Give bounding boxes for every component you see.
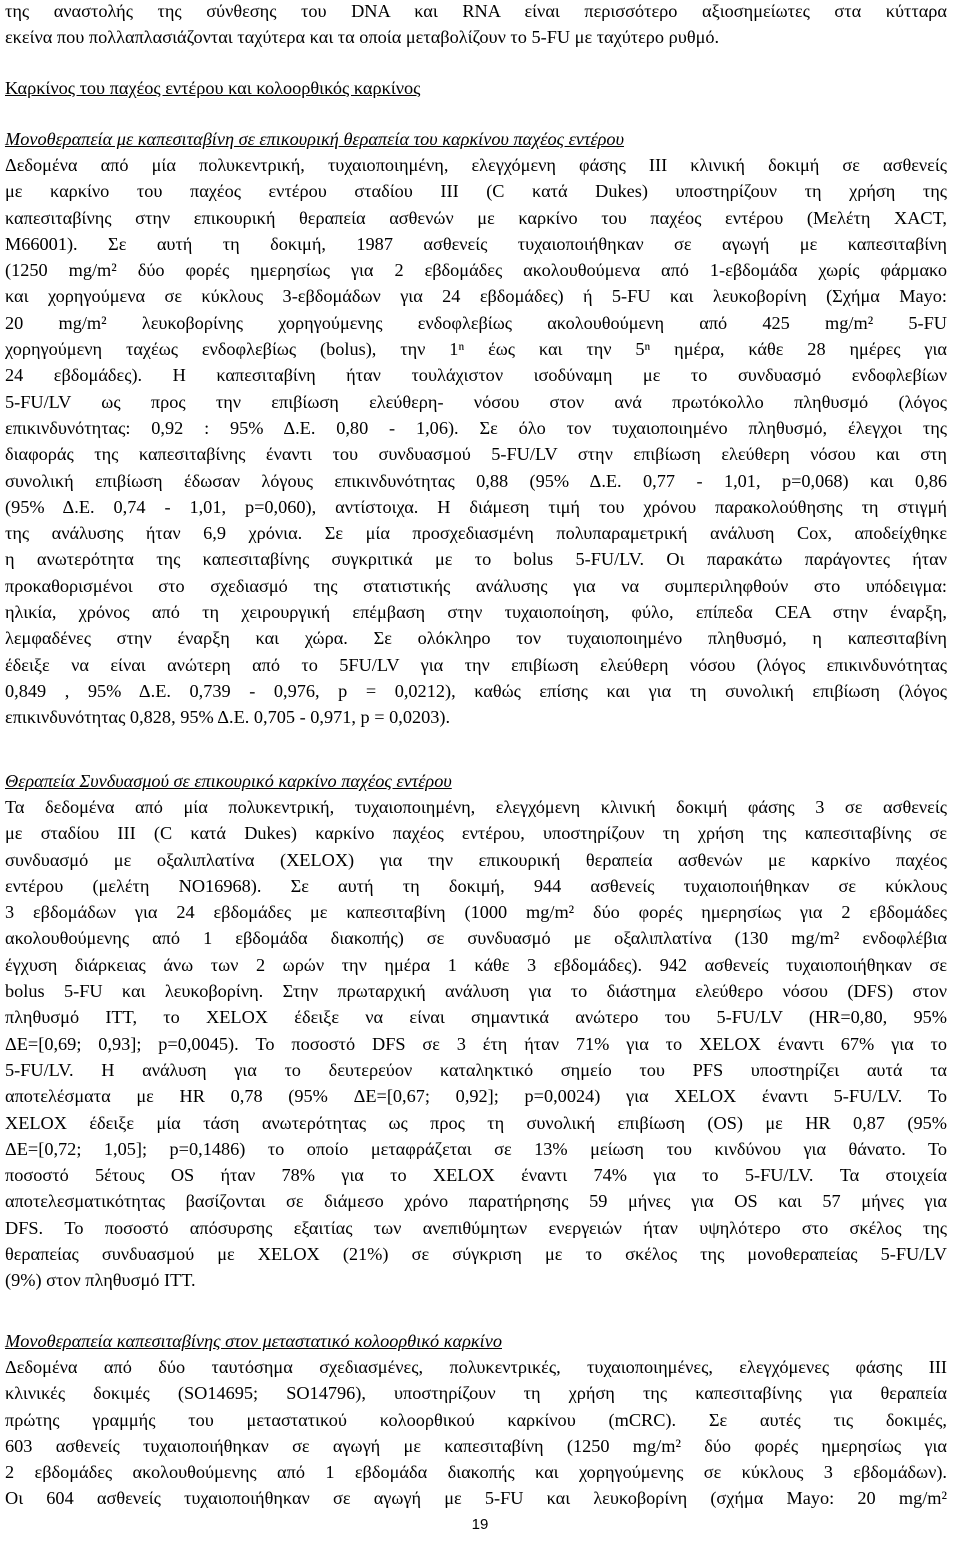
text-line: αποτελεσματικότητας βασίζονται σε διάμεσο χρόνο παρατήρησης 59 μήνες για OS και 57 μήνες για <box>5 1191 947 1212</box>
text-line: Τα δεδομένα από μία πολυκεντρική, τυχαιοποιημένη, ελεγχόμενη κλινική δοκιμή φάσης 3 σε ασθενείς <box>5 797 947 817</box>
text-line: έγχυση διάρκειας άνω των 2 ωρών την ημέρα 1 κάθε 3 εβδομάδες). 942 ασθενείς τυχαιοποιήθηκαν σε <box>5 954 947 975</box>
text-line: θεραπείας συνδυασμού με XELOX (21%) σε σύγκριση με το σκέλος της μονοθεραπείας 5-FU/LV <box>5 1244 947 1265</box>
text-line: και χορηγούμενα σε κύκλους 3-εβδομάδων για 24 εβδομάδες) ή 5-FU και λευκοβορίνη (Σχήμα Mayo: <box>5 286 947 307</box>
text-line: πρώτης γραμμής του μεταστατικού κολοορθικού καρκίνου (mCRC). Σε αυτές τις δοκιμές, <box>5 1409 947 1430</box>
text-line: με σταδίου ΙΙΙ (C κατά Dukes) καρκίνο παχέος εντέρου, υποστηρίζουν τη χρήση της καπεσιταβίνης σε <box>5 823 947 844</box>
text-line: 24 εβδομάδες). Η καπεσιταβίνη ήταν τουλάχιστον ισοδύναμη με το συνδυασμό ενδοφλεβίων <box>5 365 947 386</box>
text-line: της ανάλυσης ήταν 6,9 χρόνια. Σε μία προσχεδιασμένη πολυπαραμετρική ανάλυση Cox, αποδείχθηκε <box>5 523 947 544</box>
text-line: 0,849 , 95% Δ.Ε. 0,739 - 0,976, p = 0,0212), καθώς επίσης και για τη συνολική επιβίωση (λόγος <box>5 680 947 701</box>
text-line: (9%) στον πληθυσμό ITT. <box>5 1270 196 1291</box>
adjuvant-mono-paragraph <box>5 152 947 731</box>
text-line: επικινδυνότητας: 0,92 : 95% Δ.Ε. 0,80 - 1,06). Σε όλο τον τυχαιοποιημένο πληθυσμό, έλεγχοι της <box>5 417 947 438</box>
text-line: ηλικία, χρόνος από τη χειρουργική επέμβαση στην τυχαιοποίηση, φύλο, επίπεδα CEA στην έναρξη, <box>5 602 947 623</box>
text-line: ακολουθούμενης από 1 εβδομάδα διακοπής) σε συνδυασμό με οξαλιπλατίνα (130 mg/m² ενδοφλέβια <box>5 928 947 949</box>
text-line: 603 ασθενείς τυχαιοποιήθηκαν σε αγωγή με καπεσιταβίνη (1250 mg/m² δύο φορές ημερησίως για <box>5 1435 947 1456</box>
text-line: DFS. Το ποσοστό απόσυρσης εξαιτίας των ανεπιθύμητων ενεργειών ήταν υψηλότερο στο σκέλος της <box>5 1217 947 1238</box>
text-line: κλινικές δοκιμές (SO14695; SO14796), υποστηρίζουν τη χρήση της καπεσιταβίνης για θεραπεία <box>5 1383 947 1404</box>
metastatic-mono-heading: Μονοθεραπεία καπεσιταβίνης στον μεταστατικό κολοορθικό καρκίνο <box>5 1331 502 1351</box>
text-line: Οι 604 ασθενείς τυχαιοποιήθηκαν σε αγωγή με 5-FU και λευκοβορίνη (σχήμα Mayo: 20 mg/m² <box>5 1488 947 1509</box>
adjuvant-combo-paragraph <box>5 794 947 1294</box>
intro-paragraph <box>5 0 947 51</box>
adjuvant-mono-heading: Μονοθεραπεία με καπεσιταβίνη σε επικουρική θεραπεία του καρκίνου παχέος εντέρου <box>5 129 624 149</box>
text-line: 20 mg/m² λευκοβορίνης χορηγούμενης ενδοφλεβίως ακολουθούμενη από 425 mg/m² 5-FU <box>5 312 947 333</box>
text-line: της αναστολής της σύνθεσης του DNA και RNA είναι περισσότερο αξιοσημείωτες στα κύτταρα <box>5 1 947 21</box>
text-line: 3 εβδομάδων για 24 εβδομάδες με καπεσιταβίνη (1000 mg/m² δύο φορές ημερησίως για 2 εβδομάδες <box>5 902 947 923</box>
text-line: ποσοστό 5έτους OS ήταν 78% για το XELOX έναντι 74% για το 5-FU/LV. Τα στοιχεία <box>5 1165 947 1186</box>
text-line: η ανωτερότητα της καπεσιταβίνης συγκριτικά με το bolus 5-FU/LV. Οι παρακάτω παράγοντες ήταν <box>5 549 947 570</box>
text-line: έδειξε να είναι ανώτερη από το 5FU/LV για την επιβίωση ελεύθερη νόσου (λόγος επικινδυνότητας <box>5 654 947 675</box>
metastatic-mono-paragraph <box>5 1354 947 1512</box>
section-title: Καρκίνος του παχέος εντέρου και κολοορθικός καρκίνος <box>5 78 421 98</box>
text-line: αποτελέσματα με HR 0,78 (95% ΔΕ=[0,67; 0,92]; p=0,0024) για XELOX έναντι 5-FU/LV. Το <box>5 1086 947 1107</box>
text-line: εντέρου (μελέτη NO16968). Σε αυτή τη δοκιμή, 944 ασθενείς τυχαιοποιήθηκαν σε κύκλους <box>5 875 947 896</box>
text-line: ΔΕ=[0,72; 1,05]; p=0,1486) το οποίο μεταφράζεται σε 13% μείωση του κινδύνου για θάνατο. Το <box>5 1138 947 1159</box>
text-line: (95% Δ.Ε. 0,74 - 1,01, p=0,060), αντίστοιχα. Η διάμεση τιμή του χρόνου παρακολούθησης τη στιγμή <box>5 496 947 517</box>
text-line: συνολική επιβίωση έδωσαν λόγους επικινδυνότητας 0,88 (95% Δ.Ε. 0,77 - 1,01, p=0,068) και 0,86 <box>5 470 947 491</box>
text-line: διαφοράς της καπεσιταβίνης έναντι του συνδυασμού 5-FU/LV στην επιβίωση ελεύθερη νόσου και στη <box>5 444 947 465</box>
text-line: εκείνα που πολλαπλασιάζονται ταχύτερα και τα οποία μεταβολίζουν το 5-FU με ταχύτερο ρυθμό. <box>5 27 720 48</box>
text-line: ΔΕ=[0,69; 0,93]; p=0,0045). Το ποσοστό DFS σε 3 έτη ήταν 71% για το XELOX έναντι 67% για το <box>5 1033 947 1054</box>
text-line: συνδυασμό με οξαλιπλατίνα (XELOX) για την επικουρική θεραπεία ασθενών με καρκίνο παχέος <box>5 849 947 870</box>
text-line: Δεδομένα από δύο ταυτόσημα σχεδιασμένες, πολυκεντρικές, τυχαιοποιημένες, ελεγχόμενες φάσης ΙΙΙ <box>5 1357 947 1377</box>
page-number: 19 <box>471 1516 489 1533</box>
text-line: bolus 5-FU και λευκοβορίνη. Στην πρωταρχική ανάλυση για το διάστημα ελεύθερο νόσου (DFS) στον <box>5 981 947 1002</box>
text-line: 5-FU/LV. Η ανάλυση για το δευτερεύον καταληκτικό σημείο του PFS υποστηρίζει αυτά τα <box>5 1059 947 1080</box>
text-line: καπεσιταβίνης στην επικουρική θεραπεία ασθενών με καρκίνο του παχέος εντέρου (Μελέτη XACT, <box>5 207 947 228</box>
text-line: με καρκίνο του παχέος εντέρου σταδίου ΙΙΙ (C κατά Dukes) υποστηρίζουν τη χρήση της <box>5 181 947 202</box>
text-line: προκαθορισμένοι στο σχεδιασμό της στατιστικής ανάλυσης για να συμπεριληφθούν στο υπόδειγμα: <box>5 575 947 596</box>
text-line: 2 εβδομάδες ακολουθούμενης από 1 εβδομάδα διακοπής και χορηγούμενης σε κύκλους 3 εβδομάδων). <box>5 1462 947 1483</box>
text-line: XELOX έδειξε μία τάση ανωτερότητας ως προς τη συνολική επιβίωση (OS) με HR 0,87 (95% <box>5 1112 947 1133</box>
text-line: χορηγούμενη ταχέως ενδοφλεβίως (bolus), την 1ⁿ έως και την 5ⁿ ημέρα, κάθε 28 ημέρες για <box>5 339 947 360</box>
text-line: λεμφαδένες στην έναρξη και χώρα. Σε ολόκληρο τον τυχαιοποιημένο πληθυσμό, η καπεσιταβίνη <box>5 628 947 649</box>
text-line: επικινδυνότητας 0,828, 95% Δ.Ε. 0,705 - 0,971, p = 0,0203). <box>5 707 451 728</box>
text-line: πληθυσμό ITT, το XELOX έδειξε να είναι σημαντικά ανώτερο του 5-FU/LV (HR=0,80, 95% <box>5 1007 947 1028</box>
text-line: Δεδομένα από μία πολυκεντρική, τυχαιοποιημένη, ελεγχόμενη φάσης ΙΙΙ κλινική δοκιμή σε ασθενείς <box>5 155 947 175</box>
text-line: 5-FU/LV ως προς την επιβίωση ελεύθερη- νόσου στον ανά πρωτόκολλο πληθυσμό (λόγος <box>5 391 947 412</box>
adjuvant-combo-heading: Θεραπεία Συνδυασμού σε επικουρικό καρκίνο παχέος εντέρου <box>5 771 452 791</box>
text-line: M66001). Σε αυτή τη δοκιμή, 1987 ασθενείς τυχαιοποιήθηκαν σε αγωγή με καπεσιταβίνη <box>5 233 947 254</box>
text-line: (1250 mg/m² δύο φορές ημερησίως για 2 εβδομάδες ακολουθούμενα από 1-εβδομάδα χωρίς φάρμακο <box>5 260 947 281</box>
